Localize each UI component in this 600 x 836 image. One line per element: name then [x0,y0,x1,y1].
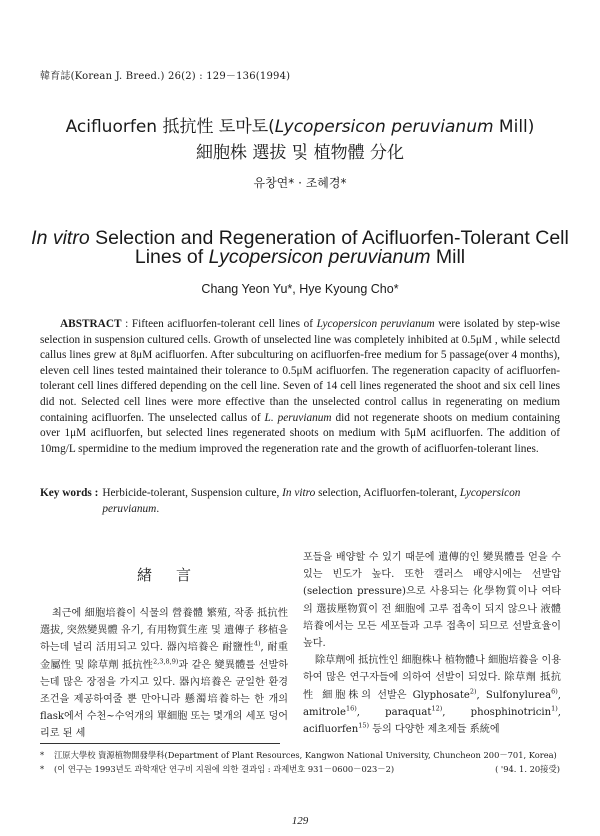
abstract: ABSTRACT : Fifteen acifluorfen-tolerant cell lines of Lycopersicon peruvianum were isolated by step-wise selection in suspension cultured cells. Growth of unselected line was completely inhibited at 0.5μM , while selectd callus lines grew at 8μM acifluorfen. After subculturing on acifluorfen-free medium for 5 passage(over 4 months), eleven cell lines tested maintained their tolerance to 0.5μM acifluorfen. The regeneration capacity of acifluorfen-tolerant cell lines differed depending on the cell line. Seven of 14 cell lines regenerated the shoot and six cell lines did not. Selected cell lines were more effective than the unselected control callus in regenerating on medium containing acifluorfen. The unselected callus of L. peruvianum did not regenerate shoots on medium containing over 1μM acifluorfen, but selected lines regenerated shoots on medium with 5μM acifluorfen. The addition of 10mg/L spermidine to the medium improved the regeneration rate and the growth of acifluorfen-tolerant lines. [40,318,560,455]
korean-title-line-1: Acifluorfen 抵抗性 토마토(Lycopersicon peruvianum Mill) [65,117,535,137]
footnote-affiliation: * 江原大學校 資源植物開發學科(Department of Plant Resources, Kangwon National University, Chuncheon 200－701, Korea) [40,750,557,760]
authors-korean: 유창연* · 조혜경* [253,176,347,190]
korean-title-line-2: 細胞株 選拔 및 植物體 分化 [195,143,405,163]
received-date: ( '94. 1. 20接受) [495,764,560,774]
journal-citation: 韓育誌(Korean J. Breed.) 26(2) : 129－136(1994) [40,71,291,82]
english-title-line-2: Lines of Lycopersicon peruvianum Mill [134,246,466,268]
page-number: 129 [291,815,309,827]
english-title-line-1: In vitro Selection and Regeneration of Acifluorfen-Tolerant Cell [31,227,569,249]
intro-paragraph-2: 除草劑에 抵抗性인 細胞株나 植物體나 細胞培養을 이용하여 많은 연구자들에 의하여 선발이 되었다. 除草劑 抵抗性 細胞株의 선발은 Glyphosate$^{2)}$, Sulfonylurea$^{6)}$, amitrole$^{16)}$, paraquat$^{12)}$, phosphinotricin$^{1)}$, acifluorfen$^{15)}$ 등의 다양한 제초제들 系統에 [303,655,562,736]
species-name: Lycopersicon peruvianum [274,117,494,137]
keywords-label: Key words : [40,487,99,499]
intro-paragraph-1-continued: 포들을 배양할 수 있기 때문에 遺傳的인 變異體를 얻을 수 있는 빈도가 높다. 또한 캘러스 배양시에는 선발압(selection pressure)으로 사용되는 化學物質이나 여타의 選拔壓物質이 전 細胞에 고루 접촉이 되지 않으나 液體培養에서는 모든 세포들과 고루 접촉이 되므로 선발효율이 높다. [303,552,561,650]
right-column [303,549,561,738]
footnote-funding: * (이 연구는 1993년도 과학재단 연구비 지원에 의한 결과임 : 과제번호 931－0600－023－2) ( '94. 1. 20接受) [40,764,560,774]
abstract-label: ABSTRACT [60,318,122,330]
footnote-divider [40,743,280,744]
keywords [40,485,560,517]
intro-paragraph-1: 최근에 細胞培養이 식물의 營養體 繁殖, 작종 抵抗性 選拔, 突然變異體 유기, 有用物質生產 및 遺傳子 移植을 하는데 널리 活用되고 있다. 器內培養은 耐鹽性$^{4)}$, 耐重金屬性 및 除草劑 抵抗性$^{2,3,8,9)}$과 같은 變異體를 선발하는데 많은 장점을 가지고 있다. 器內培養은 균일한 환경조건을 제공하여줄 뿐 만아니라 懸濁培養하는 한 개의 flask에서 수천~수억개의 單細胞 또는 몇개의 세포 덩어리로 된 세 [40,608,288,740]
left-column [40,540,288,743]
keywords-list: Herbicide-tolerant, Suspension culture, In vitro selection, Acifluorfen-tolerant, Lycopersicon peruvianum. [102,487,521,515]
footnotes [40,748,560,776]
species-name: Lycopersicon peruvianum [208,246,431,268]
section-heading-introduction: 緖言 [136,566,215,584]
authors-english: Chang Yeon Yu*, Hye Kyoung Cho* [201,282,399,296]
